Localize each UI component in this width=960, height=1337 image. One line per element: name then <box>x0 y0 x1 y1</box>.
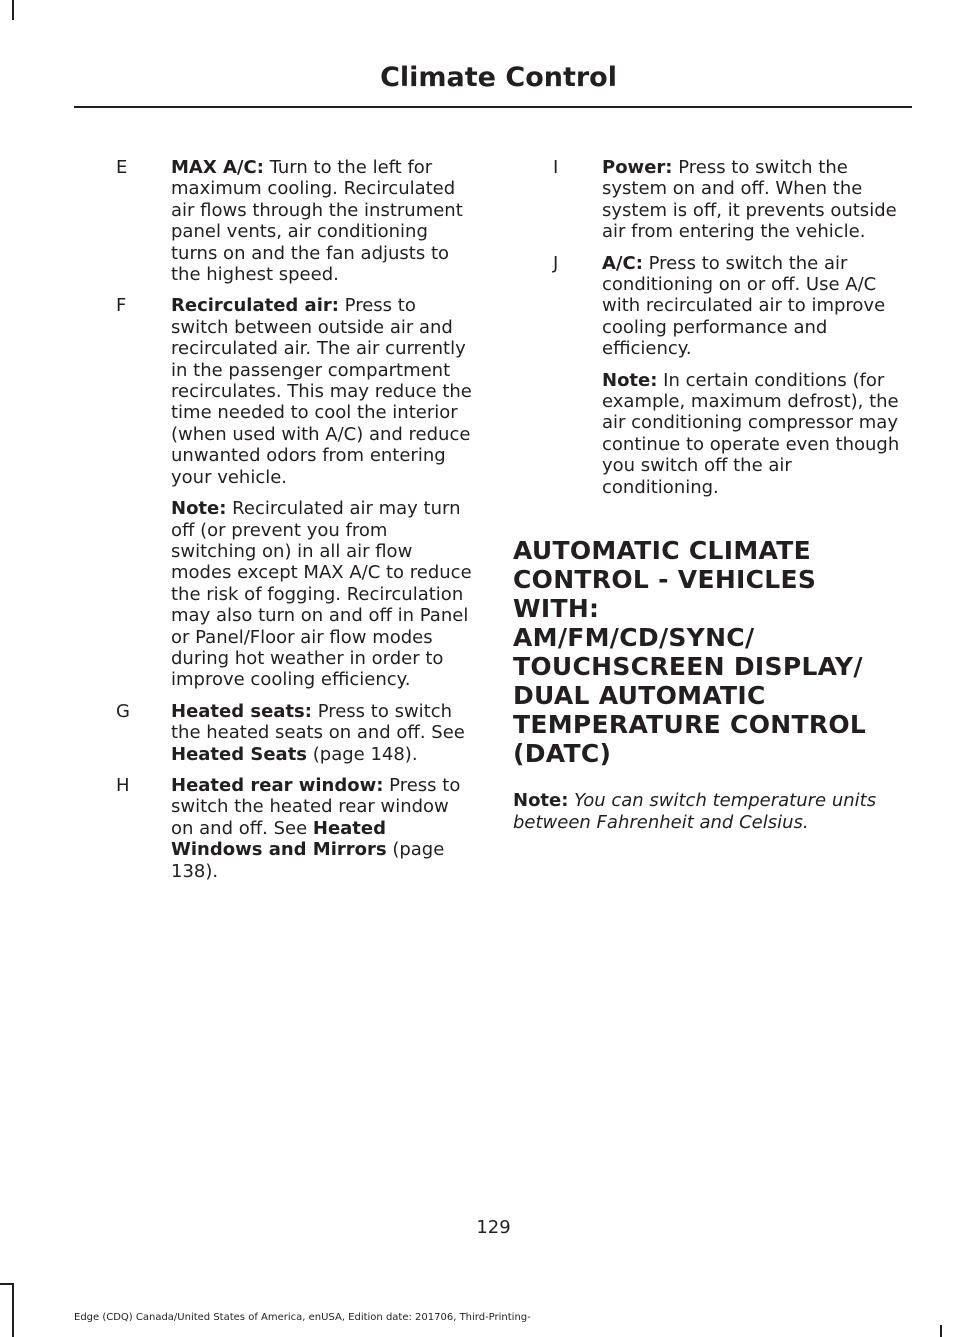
crop-mark-bottom-left <box>12 1283 14 1337</box>
control-item-e <box>74 157 474 285</box>
item-text: Press to switch the heated rear window on and off. See <box>171 774 461 839</box>
item-key: E <box>116 157 128 178</box>
item-text: Press to switch the air conditioning on or off. Use A/C with recirculated air to improve cooling performance and efficiency. <box>602 252 886 360</box>
item-label: MAX A/C: <box>171 157 264 178</box>
note-text: Recirculated air may turn off (or prevent you from switching on) in all air flow modes except MAX A/C to reduce the risk of fogging. Recirculation may also turn on and off in Panel or Panel/Floor air flow modes during hot weather in order to improve cooling efficiency. <box>171 498 472 691</box>
note-label: Note: <box>171 498 227 520</box>
crop-mark-bottom-right <box>940 1325 942 1337</box>
crop-mark-bottom-left-h <box>0 1283 14 1285</box>
cross-reference-link[interactable]: Heated Seats <box>171 743 308 765</box>
header-rule <box>74 106 912 108</box>
item-key: J <box>553 252 559 274</box>
control-item-j <box>513 253 905 498</box>
control-item-i <box>513 157 905 243</box>
note-label: Note: <box>513 790 569 812</box>
control-item-h <box>74 775 474 882</box>
footer-edition: Edge (CDQ) Canada/United States of America, enUSA, Edition date: 201706, Third-Printing- <box>74 1312 531 1323</box>
item-description <box>602 253 905 498</box>
page-reference: (page 148). <box>307 743 418 765</box>
item-text: Turn to the left for maximum cooling. Recirculated air flows through the instrument panel vents, air conditioning turns on and the fan adjusts to the highest speed. <box>171 157 463 286</box>
crop-mark-top-left <box>12 0 14 20</box>
item-text: Press to switch the system on and off. When the system is off, it prevents outside air from entering the vehicle. <box>602 157 897 243</box>
item-text: Press to switch between outside air and recirculated air. The air currently in the passenger compartment recirculates. This may reduce the time needed to cool the interior (when used with A/C) and reduce unwanted odors from entering your vehicle. <box>171 295 472 488</box>
page-number: 129 <box>476 1217 511 1238</box>
item-label: Heated rear window: <box>171 774 384 796</box>
item-label: Heated seats: <box>171 700 312 722</box>
left-column <box>74 157 474 892</box>
item-description <box>171 295 474 690</box>
heading-line: TEMPERATURE CONTROL <box>513 710 867 740</box>
item-description <box>602 157 905 243</box>
control-item-f <box>74 295 474 690</box>
heading-line: CONTROL - VEHICLES WITH: <box>513 565 817 624</box>
item-description <box>171 157 474 285</box>
heading-line: TOUCHSCREEN DISPLAY/ <box>513 652 863 682</box>
section-heading <box>513 536 905 768</box>
item-description <box>171 701 474 765</box>
section-note <box>513 790 905 833</box>
right-column <box>513 157 905 833</box>
item-description <box>171 775 474 882</box>
page-title: Climate Control <box>380 62 617 93</box>
page-reference: (page 138). <box>171 839 445 882</box>
cross-reference-link[interactable]: Heated Windows and Mirrors <box>171 817 387 861</box>
item-label: Recirculated air: <box>171 295 339 317</box>
item-text: Press to switch the heated seats on and off. See <box>171 700 465 744</box>
note-text: You can switch temperature units between Fahrenheit and Celsius. <box>513 790 877 833</box>
item-label: Power: <box>602 157 673 178</box>
item-key: H <box>116 774 130 796</box>
note-label: Note: <box>602 369 658 391</box>
item-key: F <box>116 295 127 317</box>
item-label: A/C: <box>602 252 643 274</box>
control-item-g <box>74 701 474 765</box>
heading-line: AUTOMATIC CLIMATE <box>513 536 811 566</box>
heading-line: AM/FM/CD/SYNC/ <box>513 623 755 653</box>
heading-line: (DATC) <box>513 739 612 769</box>
heading-line: DUAL AUTOMATIC <box>513 681 766 711</box>
item-key: G <box>116 700 130 722</box>
item-key: I <box>553 157 559 178</box>
note-text: In certain conditions (for example, maximum defrost), the air conditioning compressor may continue to operate even though you switch off the air conditioning. <box>602 369 900 498</box>
